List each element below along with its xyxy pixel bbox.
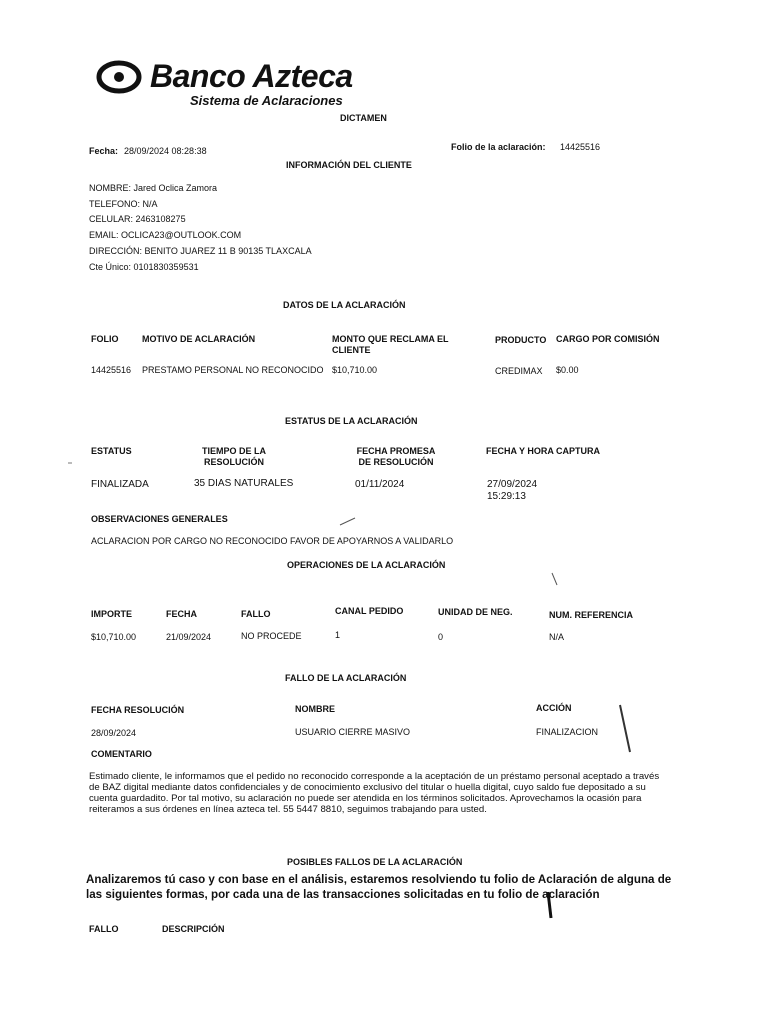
cliente-direccion: DIRECCIÓN: BENITO JUAREZ 11 B 90135 TLAXCALA <box>89 246 312 256</box>
observaciones-text: ACLARACION POR CARGO NO RECONOCIDO FAVOR DE APOYARNOS A VALIDARLO <box>91 536 454 546</box>
estatus-header-promesa: FECHA PROMESA DE RESOLUCIÓN <box>356 446 436 467</box>
estatus-header-estatus: ESTATUS <box>91 446 132 456</box>
op-referencia: N/A <box>549 632 565 642</box>
op-header-unidad: UNIDAD DE NEG. <box>438 607 513 617</box>
operaciones-section-title: OPERACIONES DE LA ACLARACIÓN <box>287 560 446 570</box>
brand-name: Banco Azteca <box>150 58 353 94</box>
folio-label: Folio de la aclaración: <box>451 142 546 152</box>
fecha-label: Fecha: <box>89 146 119 156</box>
op-importe: $10,710.00 <box>91 632 137 642</box>
estatus-section-title: ESTATUS DE LA ACLARACIÓN <box>285 416 418 426</box>
op-header-fallo: FALLO <box>241 609 271 619</box>
fecha-value: 28/09/2024 08:28:38 <box>124 146 207 156</box>
fallo-accion: FINALIZACION <box>536 727 599 737</box>
estatus-captura-hora: 15:29:13 <box>487 491 526 502</box>
estatus-header-tiempo: TIEMPO DE LA RESOLUCIÓN <box>201 446 266 467</box>
op-canal: 1 <box>335 630 341 640</box>
cliente-email: EMAIL: OCLICA23@OUTLOOK.COM <box>89 230 242 240</box>
fallo-nombre: USUARIO CIERRE MASIVO <box>295 727 411 737</box>
op-header-canal: CANAL PEDIDO <box>335 606 404 616</box>
cliente-telefono: TELEFONO: N/A <box>89 199 158 209</box>
cliente-celular: CELULAR: 2463108275 <box>89 214 186 224</box>
cliente-nombre: NOMBRE: Jared Oclica Zamora <box>89 183 218 193</box>
brand-subtitle: Sistema de Aclaraciones <box>190 93 343 108</box>
posibles-text: Analizaremos tú caso y con base en el análisis, estaremos resolviendo tu folio de Aclaración de alguna de las siguientes formas, por cada una de las transacciones solicitadas en tu folio de aclaración <box>86 873 672 901</box>
op-header-fecha: FECHA <box>166 609 197 619</box>
posibles-header-descripcion: DESCRIPCIÓN <box>162 924 225 934</box>
estatus-promesa: 01/11/2024 <box>355 479 405 490</box>
op-fecha: 21/09/2024 <box>166 632 212 642</box>
fallo-header-fecha: FECHA RESOLUCIÓN <box>91 705 185 715</box>
folio-value: 14425516 <box>560 142 601 152</box>
datos-section-title: DATOS DE LA ACLARACIÓN <box>283 300 406 310</box>
comentario-label: COMENTARIO <box>91 749 152 759</box>
op-fallo: NO PROCEDE <box>241 631 302 641</box>
datos-motivo: PRESTAMO PERSONAL NO RECONOCIDO <box>142 365 324 375</box>
comentario-text: Estimado cliente, le informamos que el pedido no reconocido corresponde a la aceptación de un préstamo personal aceptado a través de BAZ digital mediante datos confidenciales y de conocimiento exclusivo del titular o huella digital, cuyo saldo fue depositado a su cuenta guardadito. Por tal motivo, su aclaración no puede ser atendida en los términos solicitados. Aprovechamos la ocasión para reiteramos a sus órdenes en línea azteca tel. 55 5447 8810, seguimos trabajando para usted. <box>89 771 660 815</box>
observaciones-title: OBSERVACIONES GENERALES <box>91 514 228 524</box>
fallo-fecha: 28/09/2024 <box>91 728 137 738</box>
fallo-header-accion: ACCIÓN <box>536 703 572 713</box>
estatus-captura-fecha: 27/09/2024 <box>487 479 538 490</box>
posibles-section-title: POSIBLES FALLOS DE LA ACLARACIÓN <box>287 857 463 867</box>
fallo-section-title: FALLO DE LA ACLARACIÓN <box>285 673 407 683</box>
cliente-unico: Cte Único: 0101830359531 <box>89 262 199 272</box>
fallo-header-nombre: NOMBRE <box>295 704 335 714</box>
datos-header-producto: PRODUCTO <box>495 335 547 345</box>
datos-monto: $10,710.00 <box>332 365 378 375</box>
estatus-header-captura: FECHA Y HORA CAPTURA <box>486 446 601 456</box>
estatus-value: FINALIZADA <box>91 479 149 490</box>
estatus-tiempo: 35 DIAS NATURALES <box>194 478 294 489</box>
op-header-importe: IMPORTE <box>91 609 133 619</box>
datos-header-cargo: CARGO POR COMISIÓN <box>556 334 660 344</box>
op-unidad: 0 <box>438 632 444 642</box>
datos-folio: 14425516 <box>91 365 132 375</box>
datos-header-motivo: MOTIVO DE ACLARACIÓN <box>142 334 256 344</box>
cliente-section-title: INFORMACIÓN DEL CLIENTE <box>286 160 412 170</box>
datos-cargo: $0.00 <box>556 365 579 375</box>
datos-header-monto: MONTO QUE RECLAMA EL CLIENTE <box>332 334 449 355</box>
posibles-header-fallo: FALLO <box>89 924 119 934</box>
datos-producto: CREDIMAX <box>495 366 543 376</box>
document-title: DICTAMEN <box>340 113 387 123</box>
datos-header-folio: FOLIO <box>91 334 119 344</box>
op-header-referencia: NUM. REFERENCIA <box>549 610 634 620</box>
